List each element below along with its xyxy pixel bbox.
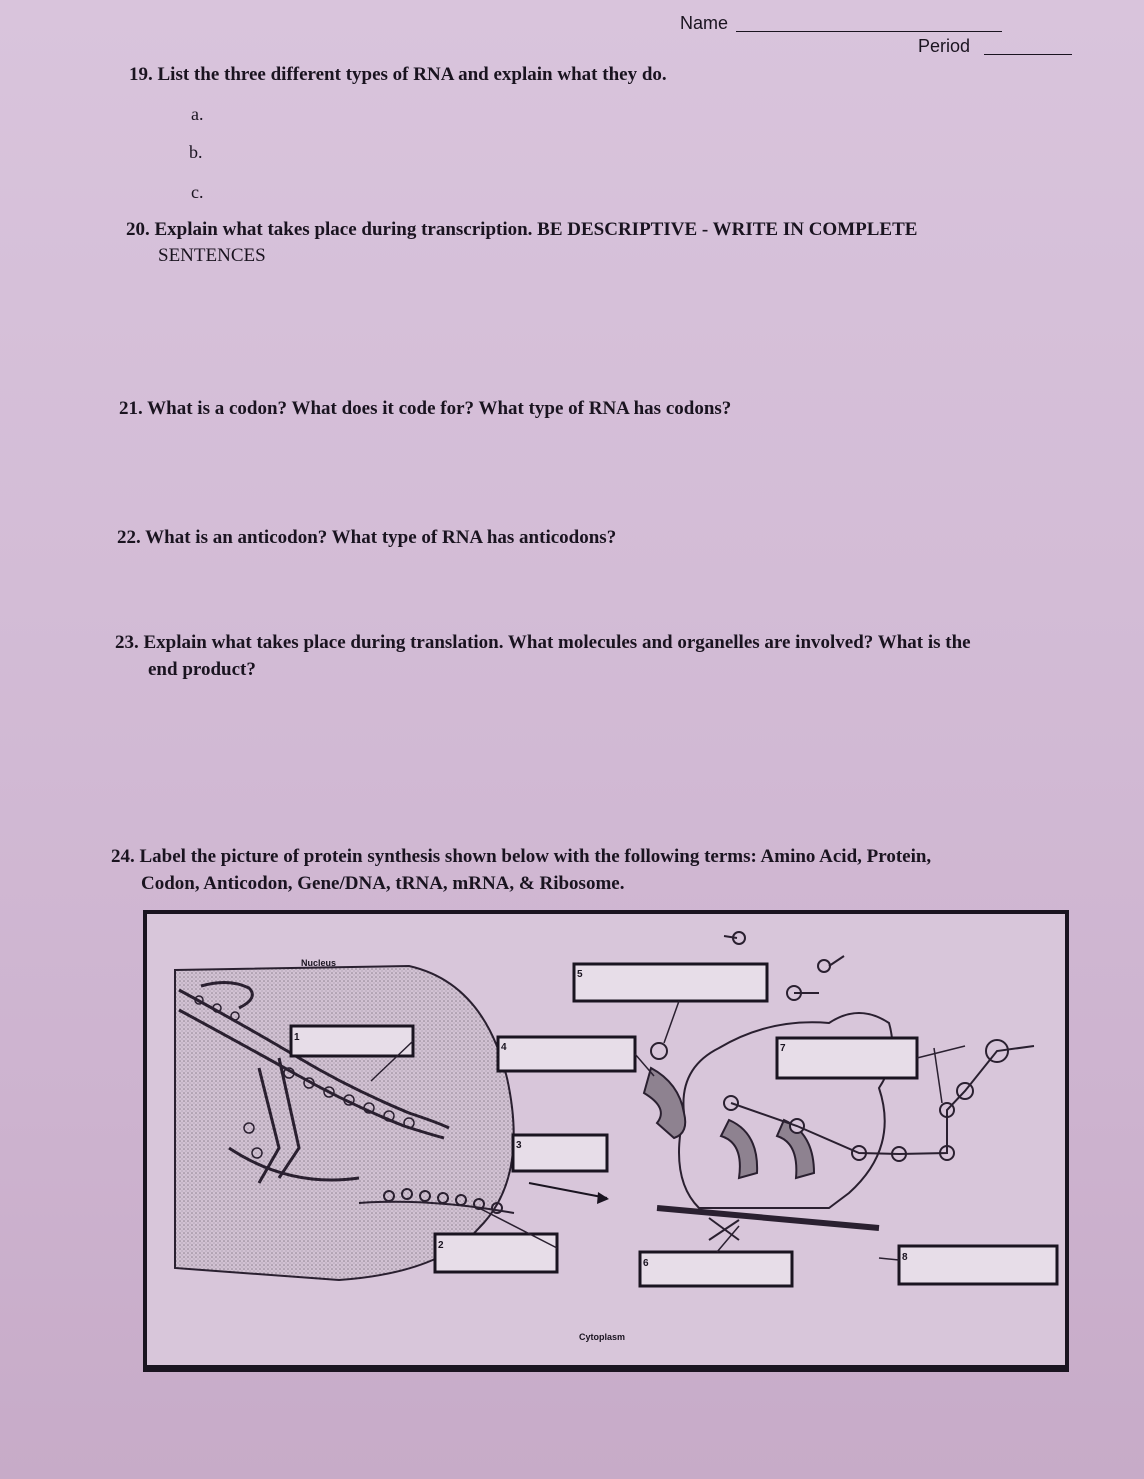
- box-number-7: 7: [780, 1043, 786, 1054]
- question-21: 21. What is a codon? What does it code for? What type of RNA has codons?: [119, 398, 732, 419]
- nucleus-label: Nucleus: [301, 958, 337, 968]
- question-24-line-1: 24. Label the picture of protein synthesis shown below with the following terms: Amino Acid, Protein,: [111, 846, 932, 867]
- cytoplasm-label: Cytoplasm: [579, 1332, 626, 1342]
- question-19-item-c: c.: [191, 182, 204, 202]
- label-box-8[interactable]: [899, 1246, 1057, 1284]
- name-label: Name: [680, 13, 729, 33]
- label-box-7[interactable]: [777, 1038, 917, 1078]
- label-box-5[interactable]: [574, 964, 767, 1001]
- label-box-4[interactable]: [498, 1037, 635, 1071]
- box-number-1: 1: [294, 1032, 300, 1043]
- question-20-line-1: 20. Explain what takes place during transcription. BE DESCRIPTIVE - WRITE IN COMPLETE: [126, 219, 918, 240]
- box-number-4: 4: [501, 1042, 507, 1053]
- box-number-6: 6: [643, 1258, 649, 1269]
- box-number-5: 5: [577, 969, 583, 980]
- label-box-2[interactable]: [435, 1234, 557, 1272]
- label-box-3[interactable]: [513, 1135, 607, 1171]
- box-number-2: 2: [438, 1240, 444, 1251]
- period-label: Period: [918, 36, 971, 56]
- question-22: 22. What is an anticodon? What type of RNA has anticodons?: [117, 527, 617, 548]
- name-field[interactable]: [736, 31, 1002, 32]
- label-box-6[interactable]: [640, 1252, 792, 1286]
- question-19-item-b: b.: [189, 142, 203, 162]
- question-23-line-2: end product?: [148, 659, 256, 680]
- box-number-3: 3: [516, 1140, 522, 1151]
- question-19-item-a: a.: [191, 104, 204, 124]
- question-20-line-2: SENTENCES: [158, 245, 266, 266]
- period-field[interactable]: [984, 54, 1072, 55]
- label-box-1[interactable]: [291, 1026, 413, 1056]
- protein-synthesis-diagram: [139, 908, 1073, 1376]
- question-19: 19. List the three different types of RNA and explain what they do.: [129, 64, 667, 85]
- question-24-line-2: Codon, Anticodon, Gene/DNA, tRNA, mRNA, & Ribosome.: [141, 873, 625, 894]
- box-number-8: 8: [902, 1252, 908, 1263]
- question-23-line-1: 23. Explain what takes place during translation. What molecules and organelles are involved? What is the: [115, 632, 971, 653]
